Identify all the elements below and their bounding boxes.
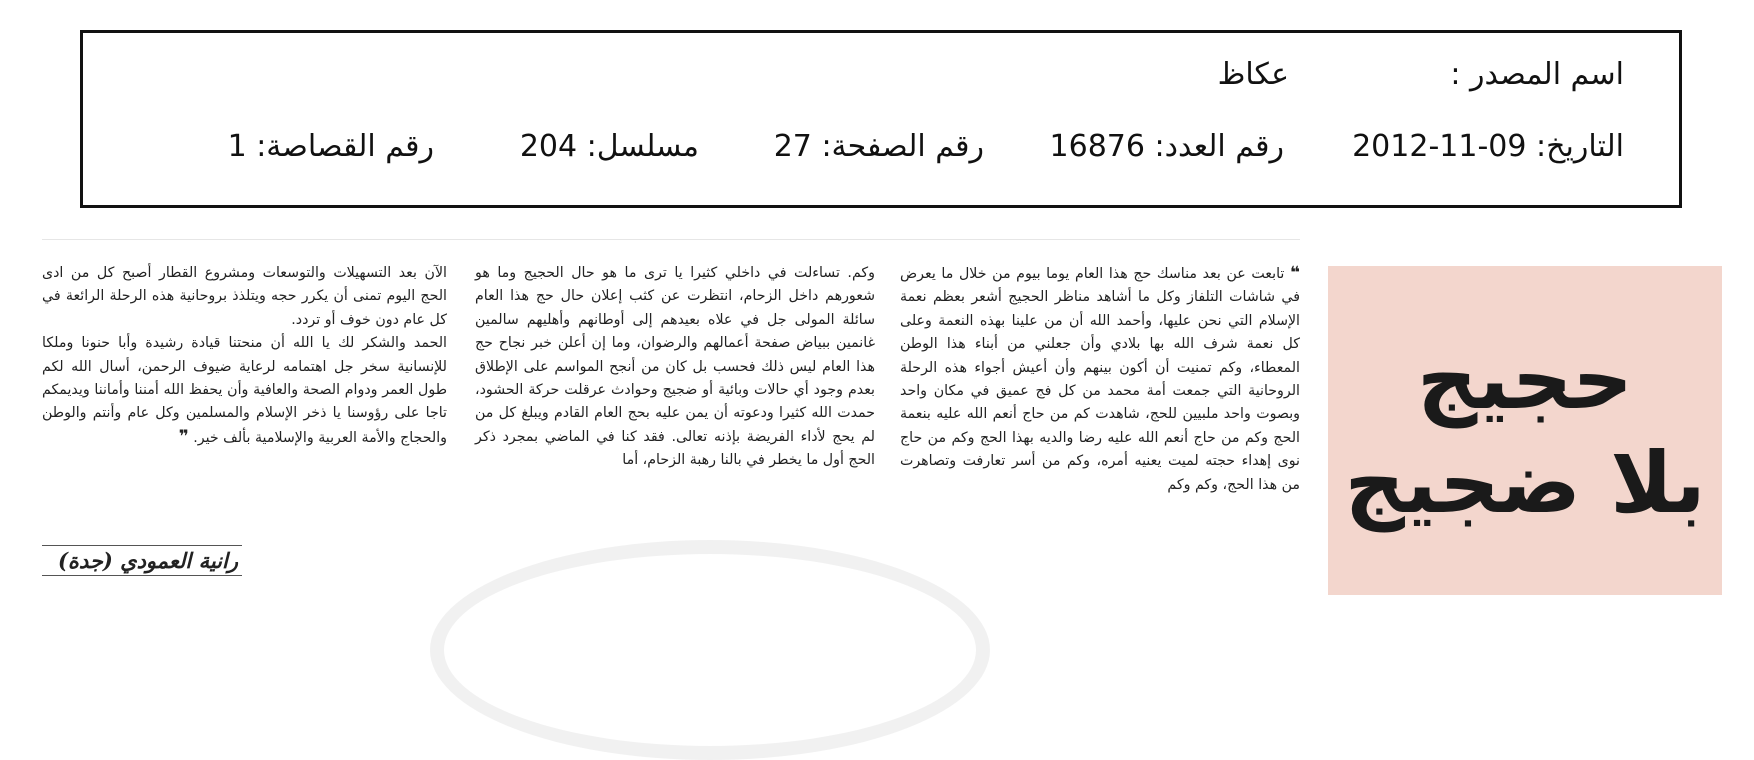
column-1-text: تابعت عن بعد مناسك حج هذا العام يوما بيوم من خلال ما يعرض في شاشات التلفاز وكل ما أشاهد مناظر الحجيج أشعر بعظم نعمة الإسلام التي نحن عليها، وأحمد الله أن من علينا بهذه النعمة وعلى كل نعمة شرف الله بها بلادي وأن جعلني من أبناء هذا الوطن المعطاء، وكم تمنيت أن أكون بينهم وأن أعيش أجواء هذه الرحلة الروحانية التي جمعت أمة محمد من كل فج عميق في مكان واحد وبصوت واحد ملبيين للحج، شاهدت كم من حاج أنعم الله عليه بنعمة الحج وكم من حاج أنعم الله عليه رضا والديه بهذا الحج وكم من حاج نوى إهداء حجته لميت يعنيه أمره، وكم من أسر تعارفت وتصاهرت من هذا الحج، وكم وكم — [900, 266, 1300, 493]
issue-number: رقم العدد: 16876 — [1049, 129, 1284, 164]
headline-panel — [1328, 266, 1722, 595]
closing-quote-icon: ❞ — [178, 426, 189, 447]
column-2-text: وكم. تساءلت في داخلي كثيرا يا ترى ما هو حال الحجيج وما هو شعورهم داخل الزحام، انتظرت عن كثب إعلان حال حج هذا العام سائلة المولى جل في علاه بعيدهم إلى أوطانهم وأهليهم سالمين غانمين ببياض صفحة أعمالهم والرضوان، وما إن أعلن خبر نجاح حج هذا العام ليس ذلك فحسب بل كان من أنجح المواسم على الإطلاق بعدم وجود أي حالات وبائية أو ضجيج وحوادث عرقلت حركة الحشود، حمدت الله كثيرا ودعوته أن يمن عليه بحج العام القادم ويبلغ كل من لم يحج لأداء الفريضة بإذنه تعالى. فقد كنا في الماضي بمجرد ذكر الحج أول ما يخطر في بالنا رهبة الزحام، أما — [475, 265, 875, 469]
source-label: اسم المصدر : — [1450, 57, 1624, 92]
date-field: التاريخ: 09-11-2012 — [1352, 129, 1624, 164]
author-signature: رانية العمودي (جدة) — [42, 545, 242, 576]
serial-number: مسلسل: 204 — [519, 129, 699, 164]
column-3-paragraph-1: الآن بعد التسهيلات والتوسعات ومشروع القطار أصبح كل من ادى الحج اليوم تمنى أن يكرر حجه ويتلذذ بروحانية هذه الرحلة الرائعة في كل عام دون خوف أو تردد. — [42, 265, 447, 328]
headline-line-2: بلا ضجيج — [1344, 433, 1706, 532]
metadata-box — [80, 30, 1682, 208]
headline-line-1: حجيج — [1417, 329, 1633, 428]
opening-quote-icon: ❝ — [1290, 263, 1300, 283]
watermark-seal — [430, 540, 990, 760]
page-number: رقم الصفحة: 27 — [773, 129, 984, 164]
column-3-paragraph-2: الحمد والشكر لك يا الله أن منحتنا قيادة رشيدة وأبا حنونا وملكا للإنسانية سخر جل اهتمامه لرعاية ضيوف الرحمن، أسال الله لكم طول العمر ودوام الصحة والعافية وأن يحفظ الله أمننا وأماننا ويديمكم تاجا على رؤوسنا يا ذخر الإسلام والمسلمين وكل عام وأنتم والوطن والحجاج والأمة العربية والإسلامية بألف خير. — [42, 335, 447, 446]
clipping-number: رقم القصاصة: 1 — [227, 129, 434, 164]
article-column-3 — [42, 262, 447, 450]
source-value: عكاظ — [1217, 57, 1289, 92]
article-column-2 — [475, 262, 875, 473]
article-column-1 — [900, 262, 1300, 497]
top-rule — [42, 239, 1300, 240]
